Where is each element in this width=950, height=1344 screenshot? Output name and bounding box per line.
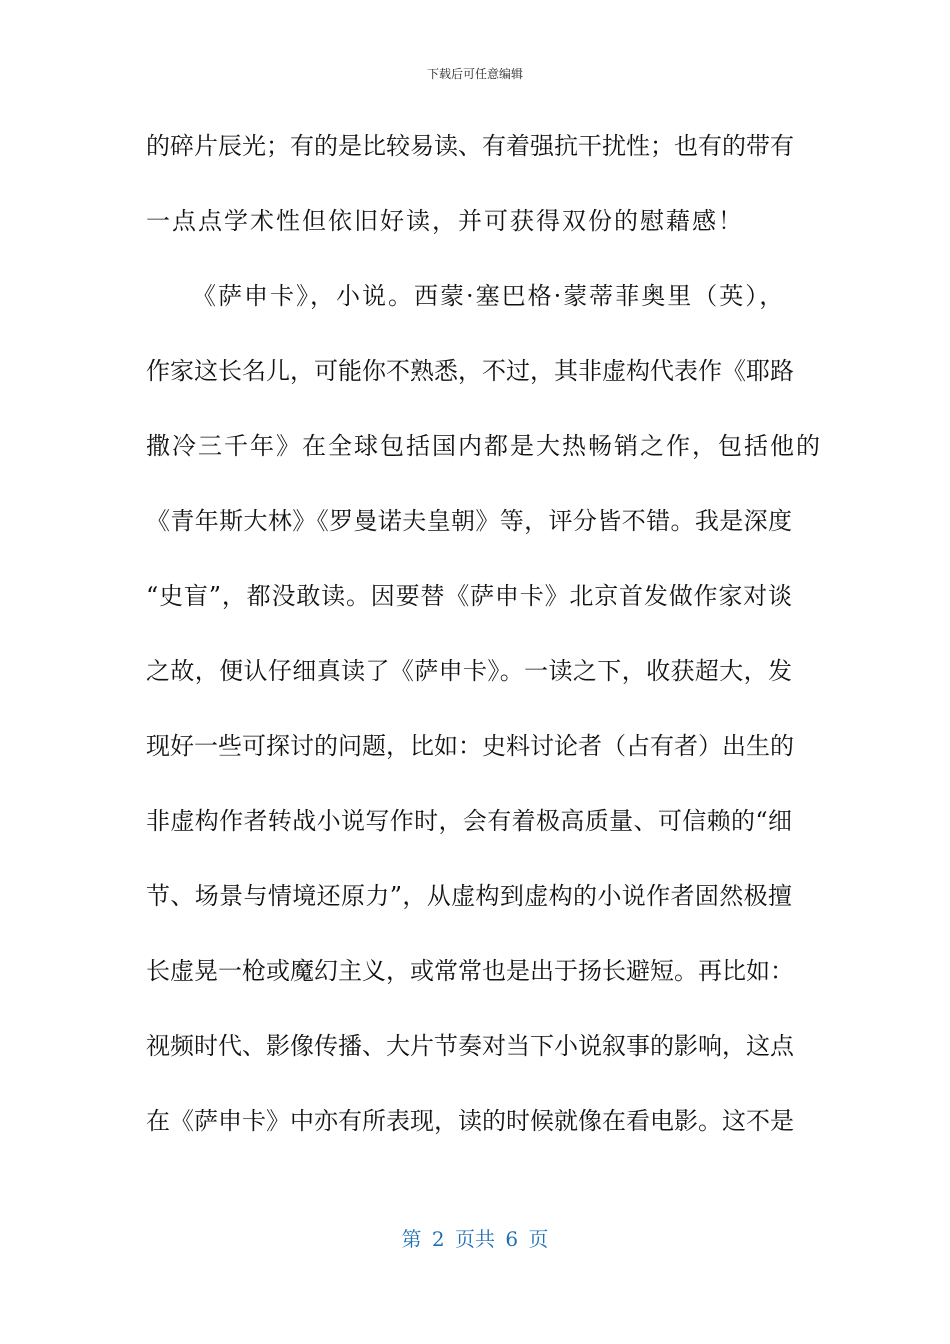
text-line: 撒冷三千年》在全球包括国内都是大热畅销之作，包括他的	[146, 432, 822, 460]
text-line: 非虚构作者转战小说写作时，会有着极高质量、可信赖的“细	[146, 807, 792, 835]
text-line: 作家这长名儿，可能你不熟悉，不过，其非虚构代表作《耶路	[146, 357, 794, 385]
page-header-note: 下载后可任意编辑	[426, 67, 523, 81]
text-line: 之故，便认仔细真读了《萨申卡》。一读之下，收获超大，发	[146, 657, 792, 685]
text-line: 《萨申卡》，小说。西蒙·塞巴格·蒙蒂菲奥里（英），	[192, 282, 786, 310]
text-line: 在《萨申卡》中亦有所表现，读的时候就像在看电影。这不是	[146, 1107, 794, 1135]
text-line: 的碎片辰光；有的是比较易读、有着强抗干扰性；也有的带有	[146, 132, 794, 160]
text-line: 节、场景与情境还原力”，从虚构到虚构的小说作者固然极擅	[146, 882, 792, 910]
page-number: 第 2 页共 6 页	[401, 1227, 549, 1251]
text-line: 长虚晃一枪或魔幻主义，或常常也是出于扬长避短。再比如：	[146, 957, 794, 985]
text-line: 视频时代、影像传播、大片节奏对当下小说叙事的影响，这点	[146, 1032, 794, 1060]
document-body	[146, 120, 822, 1170]
text-line: 现好一些可探讨的问题，比如：史料讨论者（占有者）出生的	[146, 732, 794, 760]
text-line: 一点点学术性但依旧好读，并可获得双份的慰藉感！	[146, 207, 744, 235]
text-line: “史盲”，都没敢读。因要替《萨申卡》北京首发做作家对谈	[146, 582, 792, 610]
text-line: 《青年斯大林》《罗曼诺夫皇朝》等，评分皆不错。我是深度	[146, 507, 792, 535]
